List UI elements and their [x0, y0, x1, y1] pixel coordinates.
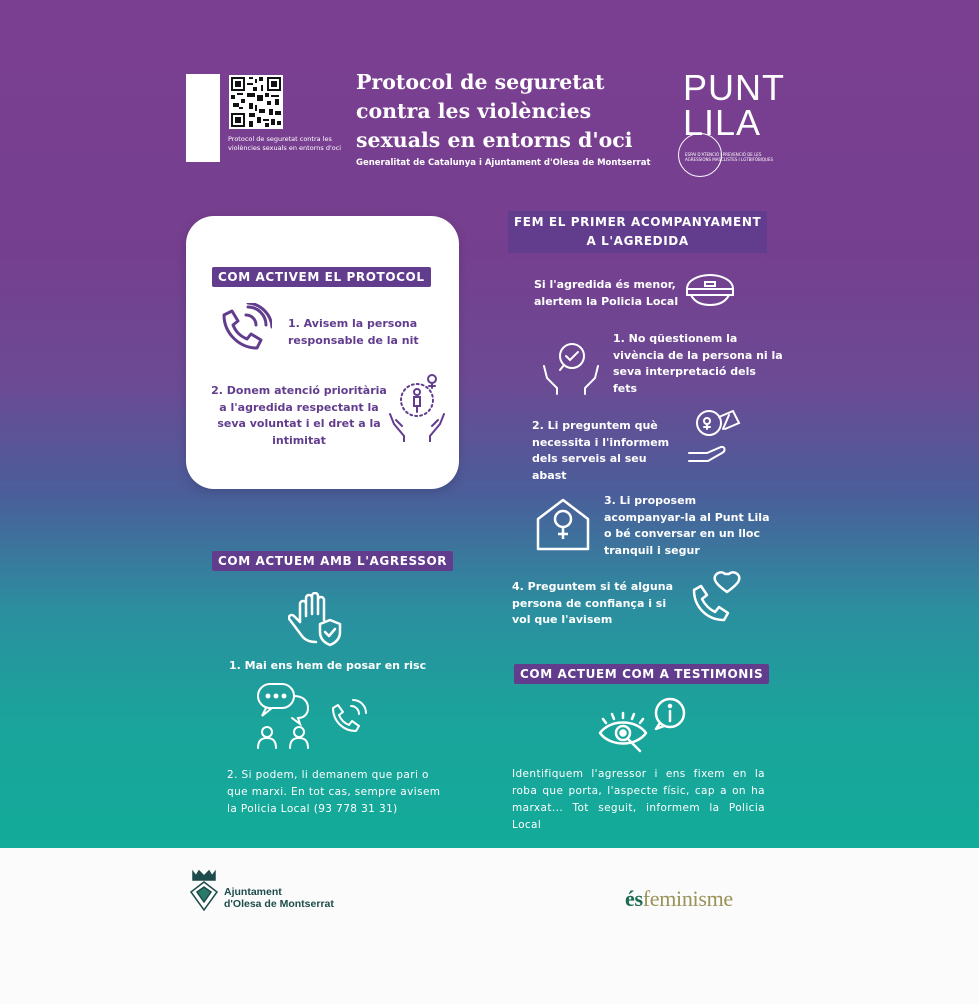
- qr-code[interactable]: [229, 75, 283, 129]
- page-title: [356, 68, 656, 155]
- activate-step-1: 1. Avisem la persona responsable de la nit: [288, 317, 419, 347]
- aggressor-step-1: 1. Mai ens hem de posar en risc: [229, 659, 427, 672]
- campaign-prefix: és: [625, 886, 643, 911]
- accompany-step-3: 3. Li proposem acompanyar-la al Punt Lila o bé conversar en un lloc tranquil i segur: [604, 494, 770, 557]
- council-shield-icon: [189, 868, 219, 914]
- accompany-heading: [508, 211, 767, 253]
- accompany-step-1: 1. No qüestionem la vivència de la persona ni la seva interpretació dels fets: [613, 332, 783, 395]
- brand-line-2: LILA: [683, 102, 762, 143]
- title-line-3: sexuals en entorns d'oci: [356, 128, 633, 152]
- accompany-heading-line-1: FEM EL PRIMER ACOMPANYAMENT: [514, 215, 762, 229]
- phone-call-icon: [329, 698, 369, 738]
- minor-alert-text: Si l'agredida és menor, alertem la Policia Local: [534, 278, 679, 308]
- protected-woman-hands-icon: [386, 372, 448, 442]
- services-hand-icon: [685, 407, 745, 467]
- campaign-suffix: feminisme: [642, 886, 733, 911]
- accompany-step-4: 4. Preguntem si té alguna persona de confiança i si vol que l'avisem: [512, 580, 674, 626]
- check-bubble-hands-icon: [541, 336, 601, 398]
- council-line-2: d'Olesa de Montserrat: [224, 898, 334, 910]
- phone-heart-icon: [689, 570, 747, 628]
- phone-signal-icon: [216, 303, 272, 359]
- punt-lila-logo: [683, 67, 785, 143]
- activate-step-2: 2. Donem atenció prioritària a l'agredida respectant la seva voluntat i el dret a la intimitat: [211, 384, 387, 447]
- council-name: [224, 886, 334, 910]
- qr-caption: Protocol de seguretat contra les violències sexuals en entorns d'oci: [228, 135, 342, 152]
- accompany-step-2: 2. Li preguntem què necessita i l'informem dels serveis al seu abast: [532, 419, 670, 482]
- stop-hand-shield-icon: [288, 592, 346, 648]
- activate-heading: COM ACTIVEM EL PROTOCOL: [212, 267, 431, 287]
- house-woman-symbol-icon: [535, 497, 591, 553]
- title-line-1: Protocol de seguretat: [356, 70, 605, 94]
- aggressor-step-2: 2. Si podem, li demanem que pari o que marxi. En tot cas, sempre avisem la Policia Local (93 778 31 31): [227, 769, 441, 815]
- witness-heading: COM ACTUEM COM A TESTIMONIS: [514, 664, 769, 684]
- footer: [0, 848, 979, 1004]
- witness-text: Identifiquem l'agressor i ens fixem en la roba que porta, l'aspecte físic, cap a on ha marxat... Tot seguit, informem la Policia Local: [512, 768, 765, 831]
- title-line-2: contra les violències: [356, 99, 592, 123]
- police-cap-icon: [681, 271, 739, 311]
- brand-line-1: PUNT: [683, 67, 785, 108]
- white-bar: [186, 74, 220, 162]
- accompany-heading-line-2: A L'AGREDIDA: [586, 234, 689, 248]
- brand-tagline: ESPAI D'ATENCIÓ I PREVENCIÓ DE LES AGRESSIONS MASCLISTES I LGTBIFÒBIQUES: [685, 152, 774, 162]
- campaign-logo: [625, 886, 733, 912]
- aggressor-heading: COM ACTUEM AMB L'AGRESSOR: [212, 551, 453, 571]
- council-line-1: Ajuntament: [224, 886, 282, 898]
- subtitle: Generalitat de Catalunya i Ajuntament d'Olesa de Montserrat: [356, 158, 651, 168]
- people-chat-icon: [254, 682, 314, 750]
- eye-info-icon: [596, 697, 690, 757]
